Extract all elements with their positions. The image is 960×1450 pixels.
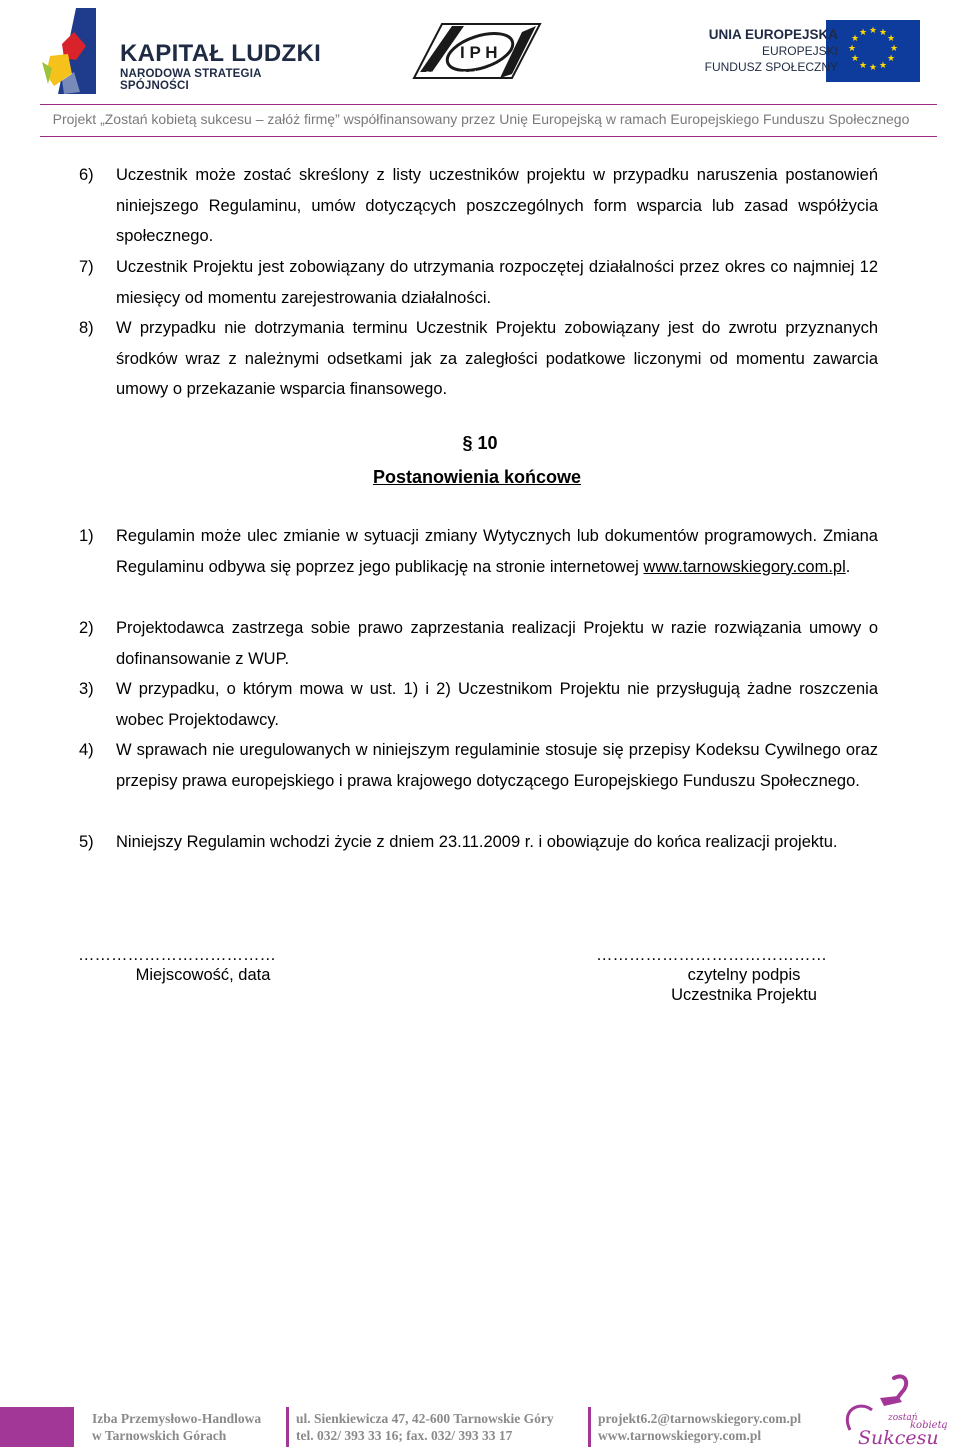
signature-line-right: ……………………………………	[596, 946, 827, 964]
footer-org	[92, 1410, 261, 1444]
list-item-number: 2)	[79, 619, 94, 637]
kapital-ludzki-logo	[40, 4, 325, 96]
header-rule-bottom	[40, 136, 937, 137]
list-item-number: 8)	[79, 319, 94, 337]
svg-text:★: ★	[858, 61, 868, 71]
list-item-text: W sprawach nie uregulowanych w niniejszym regulaminie stosuje się przepisy Kodeksu Cywilnego oraz przepisy prawa europejskiego i prawa krajowego dotyczącego Europejskiego Funduszu Społecznego.	[116, 741, 878, 790]
footer-address	[296, 1410, 554, 1444]
section-symbol: §	[462, 433, 473, 453]
iph-logo	[412, 22, 542, 82]
svg-text:★: ★	[847, 44, 857, 54]
list-item-text: Uczestnik może zostać skreślony z listy uczestników projektu w przypadku naruszenia postanowień niniejszego Regulaminu, umów dotyczących poszczególnych form wsparcia lub zasad współżycia społecznego.	[116, 166, 878, 245]
list-item-number: 4)	[79, 741, 94, 759]
header-rule-top	[40, 104, 937, 105]
svg-text:★: ★	[878, 61, 888, 71]
eu-line-3: FUNDUSZ SPOŁECZNY	[704, 60, 838, 74]
list-item-text-part: Regulamin może ulec zmianie w sytuacji zmiany Wytycznych lub dokumentów programowych. Zmiana Regulaminu odbywa się poprzez jego publikację na stronie internetowej	[116, 527, 878, 576]
svg-text:★: ★	[878, 28, 888, 38]
svg-text:★: ★	[886, 54, 896, 64]
signature-line-left: ………………………………	[78, 946, 276, 964]
section-number-value: 10	[477, 433, 498, 453]
list-item-number: 1)	[79, 527, 94, 545]
list-item	[79, 521, 878, 582]
list-item	[79, 160, 878, 252]
footer-contact	[598, 1410, 801, 1444]
footer-website[interactable]: www.tarnowskiegory.com.pl	[598, 1428, 762, 1443]
eu-title: UNIA EUROPEJSKA	[708, 27, 838, 42]
signature-participant	[596, 945, 892, 1005]
list-item-number: 7)	[79, 258, 94, 276]
footer-address-line-1: ul. Sienkiewicza 47, 42-600 Tarnowskie Góry	[296, 1411, 554, 1426]
kapital-ludzki-emblem-icon	[40, 4, 100, 96]
eu-line-2: EUROPEJSKI	[761, 44, 838, 58]
list-item	[79, 613, 878, 674]
signature-label-2: Uczestnika Projektu	[671, 986, 817, 1004]
list-item	[79, 735, 878, 796]
list-item-text: W przypadku nie dotrzymania terminu Uczestnik Projektu zobowiązany jest do zwrotu przyznanych środków wraz z należnymi odsetkami jak za zaległości podatkowe liczonymi od momentu zawarcia umowy o przekazanie wsparcia finansowego.	[116, 319, 878, 398]
iph-caption: TARNOWSKIE GÓRY	[426, 72, 486, 78]
iph-letters: I P H	[460, 43, 498, 62]
svg-text:★: ★	[868, 63, 878, 73]
kapital-ludzki-subtitle: NARODOWA STRATEGIA SPÓJNOŚCI	[120, 68, 262, 92]
list-item-text: Projektodawca zastrzega sobie prawo zaprzestania realizacji Projektu w razie rozwiązania umowy o dofinansowanie z WUP.	[116, 619, 878, 668]
list-item-number: 3)	[79, 680, 94, 698]
list-item-number: 6)	[79, 166, 94, 184]
list-item-text: Uczestnik Projektu jest zobowiązany do utrzymania rozpoczętej działalności przez okres co najmniej 12 miesięcy od momentu zarejestrowania działalności.	[116, 258, 878, 307]
svg-text:★: ★	[850, 34, 860, 44]
eu-flag-icon	[826, 20, 920, 82]
footer-org-line-1: Izba Przemysłowo-Handlowa	[92, 1411, 262, 1426]
list-item	[79, 827, 878, 858]
footer-address-line-2: tel. 032/ 393 33 16; fax. 032/ 393 33 17	[296, 1428, 513, 1443]
logo-text-2: kobietą	[910, 1420, 948, 1431]
list-item-text: Niniejszy Regulamin wchodzi życie z dniem 23.11.2009 r. i obowiązuje do końca realizacji projektu.	[116, 833, 838, 851]
signature-label: czytelny podpis	[687, 966, 801, 984]
website-link[interactable]: www.tarnowskiegory.com.pl	[643, 557, 846, 576]
svg-text:★: ★	[858, 28, 868, 38]
list-item-text	[116, 521, 878, 582]
section-number	[0, 433, 960, 454]
section-title: Postanowienia końcowe	[372, 467, 582, 487]
footer-separator	[588, 1407, 591, 1447]
list-item-text-end: .	[845, 557, 851, 576]
svg-text:★: ★	[886, 34, 896, 44]
list-item	[79, 252, 878, 313]
logo-text-3: Sukcesu	[858, 1427, 939, 1449]
zostan-kobieta-sukcesu-logo-icon	[836, 1370, 960, 1450]
svg-text:★: ★	[889, 44, 899, 54]
iph-emblem-icon	[412, 22, 542, 82]
footer-email[interactable]: projekt6.2@tarnowskiegory.com.pl	[598, 1411, 802, 1426]
list-item	[79, 674, 878, 735]
footer-separator	[286, 1407, 289, 1447]
svg-text:★: ★	[850, 54, 860, 64]
logo-text-1: zostań	[888, 1413, 918, 1423]
list-item	[79, 313, 878, 405]
kapital-ludzki-title: KAPITAŁ LUDZKI	[120, 40, 322, 67]
signature-place-date	[78, 945, 328, 985]
footer-org-line-2: w Tarnowskich Górach	[92, 1428, 227, 1443]
header-caption: Projekt „Zostań kobietą sukcesu – załóż firmę” współfinansowany przez Unię Europejską w ramach Europejskiego Funduszu Społecznego	[52, 111, 910, 127]
footer-band	[0, 1407, 74, 1447]
svg-text:★: ★	[868, 26, 878, 36]
place-date-label: Miejscowość, data	[135, 966, 271, 984]
list-item-text: W przypadku, o którym mowa w ust. 1) i 2) Uczestnikom Projektu nie przysługują żadne roszczenia wobec Projektodawcy.	[116, 680, 878, 729]
list-item-number: 5)	[79, 833, 94, 851]
